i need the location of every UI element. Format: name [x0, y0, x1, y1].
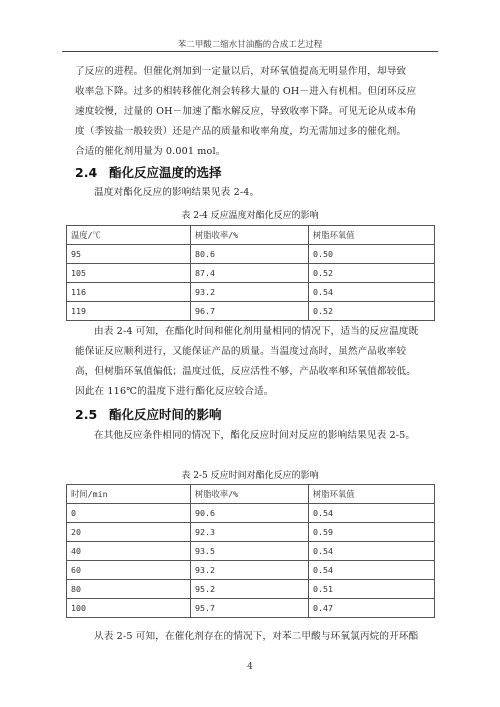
text-line: 由表 2-4 可知，在酯化时间和催化剂用量相同的情况下，适当的反应温度既 — [94, 326, 419, 337]
table-cell: 0.52 — [309, 264, 435, 283]
text-line: 合适的催化剂用量为 0.001 mol。 — [75, 146, 226, 157]
table-cell: 20 — [67, 523, 191, 542]
paragraph-temperature-analysis — [75, 322, 430, 402]
column-header: 时间/min — [67, 485, 191, 504]
column-header: 树脂收率/% — [191, 226, 309, 245]
table-row — [67, 504, 435, 523]
table-2-4-caption: 表 2-4 反应温度对酯化反应的影响 — [181, 211, 319, 221]
table-cell: 0.50 — [309, 245, 435, 264]
text-line: 了反应的进程。但催化剂加到一定量以后，对环氧值提高无明显作用，却导致 — [75, 66, 407, 77]
table-cell: 0.59 — [309, 523, 435, 542]
table-header-row — [67, 226, 435, 245]
column-header: 树脂收率/% — [191, 485, 309, 504]
table-cell: 80 — [67, 580, 191, 599]
table-row — [67, 264, 435, 283]
section-heading-2-5 — [75, 405, 222, 423]
table-row — [67, 542, 435, 561]
table-cell: 80.6 — [191, 245, 309, 264]
table-row — [67, 302, 435, 321]
table-cell: 0.54 — [309, 542, 435, 561]
column-header: 树脂环氧值 — [309, 226, 435, 245]
table-cell: 95.7 — [191, 599, 309, 618]
table-cell: 95.2 — [191, 580, 309, 599]
table-cell: 0.52 — [309, 302, 435, 321]
table-row — [67, 561, 435, 580]
table-row — [67, 245, 435, 264]
table-cell: 119 — [67, 302, 191, 321]
table-2-5-caption: 表 2-5 反应时间对酯化反应的影响 — [181, 471, 319, 481]
text-line: 能保证反应顺利进行，又能保证产品的质量。当温度过高时，虽然产品收率较 — [75, 346, 407, 357]
table-cell: 96.7 — [191, 302, 309, 321]
section-title: 酯化反应温度的选择 — [109, 165, 222, 180]
paragraph-time-intro — [75, 426, 430, 446]
table-cell: 0.54 — [309, 561, 435, 580]
text-line: 从表 2-5 可知，在催化剂存在的情况下，对苯二甲酸与环氧氯丙烷的开环酯 — [94, 631, 419, 642]
table-2-5 — [66, 484, 435, 618]
table-cell: 0.54 — [309, 504, 435, 523]
paragraph-temperature-intro — [75, 183, 430, 203]
table-cell: 105 — [67, 264, 191, 283]
table-cell: 0.54 — [309, 283, 435, 302]
table-cell: 116 — [67, 283, 191, 302]
table-row — [67, 580, 435, 599]
table-cell: 87.4 — [191, 264, 309, 283]
text-line: 在其他反应条件相同的情况下，酯化反应时间对反应的影响结果见表 2-5。 — [94, 430, 416, 441]
table-cell: 100 — [67, 599, 191, 618]
table-cell: 0.47 — [309, 599, 435, 618]
section-title: 酯化反应时间的影响 — [109, 407, 222, 422]
text-line: 因此在 116℃的温度下进行酯化反应较合适。 — [75, 386, 274, 397]
table-2-4 — [66, 225, 435, 321]
table-row — [67, 523, 435, 542]
column-header: 温度/℃ — [67, 226, 191, 245]
text-line: 温度对酯化反应的影响结果见表 2-4。 — [94, 187, 260, 198]
table-cell: 93.5 — [191, 542, 309, 561]
table-cell: 90.6 — [191, 504, 309, 523]
table-cell: 93.2 — [191, 561, 309, 580]
table-cell: 60 — [67, 561, 191, 580]
page-number: 4 — [247, 662, 253, 672]
table-cell: 40 — [67, 542, 191, 561]
text-line: 高，但树脂环氧值偏低；温度过低，反应活性不够，产品收率和环氧值都较低。 — [75, 366, 417, 377]
section-number: 2.5 — [75, 407, 98, 422]
header-rule — [62, 51, 438, 52]
table-cell: 95 — [67, 245, 191, 264]
paragraph-time-analysis — [75, 627, 430, 647]
section-heading-2-4 — [75, 163, 222, 181]
table-cell: 92.3 — [191, 523, 309, 542]
table-cell: 0 — [67, 504, 191, 523]
text-line: 收率急下降。过多的相转移催化剂会转移大量的 OH－进入有机相。但闭环反应 — [75, 86, 417, 97]
paragraph-catalyst-amount — [75, 62, 430, 162]
text-line: 度（季铵盐一般较贵）还是产品的质量和收率角度，均无需加过多的催化剂。 — [75, 126, 407, 137]
table-row — [67, 599, 435, 618]
table-row — [67, 283, 435, 302]
text-line: 速度较慢，过量的 OH－加速了酯水解反应，导致收率下降。可见无论从成本角 — [75, 106, 417, 117]
table-cell: 93.2 — [191, 283, 309, 302]
table-cell: 0.51 — [309, 580, 435, 599]
page-header: 苯二甲酸二缩水甘油酯的合成工艺过程 — [177, 40, 323, 50]
table-header-row — [67, 485, 435, 504]
column-header: 树脂环氧值 — [309, 485, 435, 504]
section-number: 2.4 — [75, 165, 98, 180]
